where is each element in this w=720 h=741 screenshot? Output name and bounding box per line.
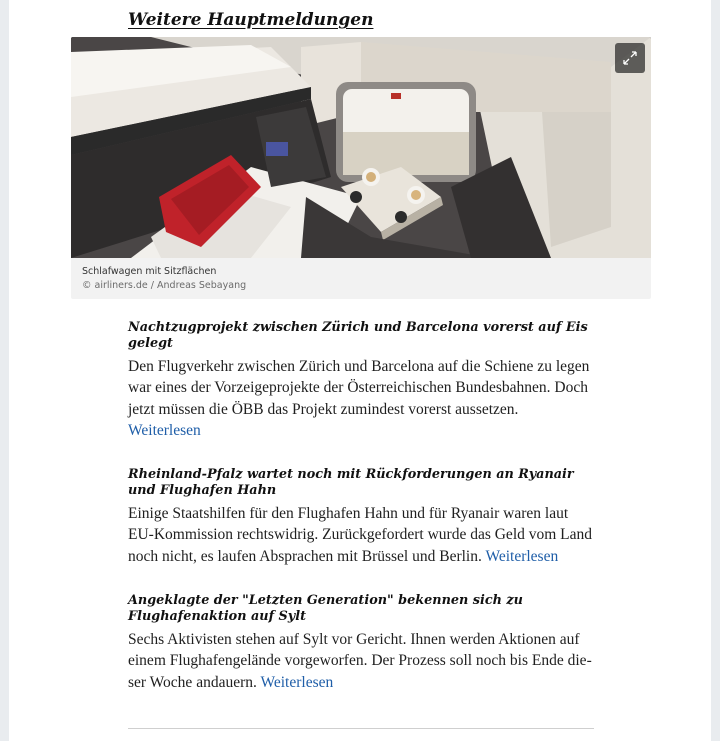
article-item <box>128 467 594 567</box>
expand-image-button[interactable] <box>615 43 645 73</box>
article-headline[interactable]: Angeklagte der "Letzten Generation" bekennen sich zu Flughafenaktion auf Sylt <box>128 593 523 624</box>
article-item <box>128 320 594 441</box>
article-item <box>128 593 594 693</box>
expand-icon <box>622 50 638 66</box>
article-teaser <box>128 503 594 567</box>
figure-caption-area <box>71 258 651 299</box>
article-teaser-text: Den Flugverkehr zwischen Zürich und Barcelona auf die Schiene zu legen war eines der Vorzeigeprojekte der Österreichischen Bundesbahnen. Doch jetzt müssen die ÖBB das Projekt zumindest vorerst aussetzen. <box>128 358 590 418</box>
article-teaser-text: Sechs Aktivisten stehen auf Sylt vor Gericht. Ihnen werden Aktionen auf einem Flughafengelände vorgeworfen. Der Prozess soll noch bis Ende dieser Woche andauern. <box>128 631 592 691</box>
article-teaser-text: Einige Staatshilfen für den Flughafen Hahn und für Ryanair waren laut EU-Kommission rechtswidrig. Zurückgefordert wurde das Geld vom Land noch nicht, es laufen Absprachen mit Brüssel und Berlin. <box>128 505 593 565</box>
read-more-link[interactable]: Weiterlesen <box>260 673 334 691</box>
news-figure <box>71 37 651 299</box>
article-headline[interactable]: Nachtzugprojekt zwischen Zürich und Barcelona vorerst auf Eis gelegt <box>128 320 588 351</box>
article-teaser <box>128 629 594 693</box>
section-divider <box>128 728 594 729</box>
figure-credit: © airliners.de / Andreas Sebayang <box>82 280 247 291</box>
article-list <box>128 320 594 719</box>
article-teaser <box>128 356 594 441</box>
sleeper-car-photo[interactable] <box>71 37 651 258</box>
page-content <box>9 0 711 741</box>
read-more-link[interactable]: Weiterlesen <box>485 547 559 565</box>
article-headline[interactable]: Rheinland-Pfalz wartet noch mit Rückforderungen an Ryanair und Flughafen Hahn <box>128 467 574 498</box>
section-title: Weitere Hauptmeldungen <box>128 10 374 30</box>
figure-caption: Schlafwagen mit Sitzflächen <box>82 266 217 277</box>
read-more-link[interactable]: Weiterlesen <box>128 421 201 439</box>
